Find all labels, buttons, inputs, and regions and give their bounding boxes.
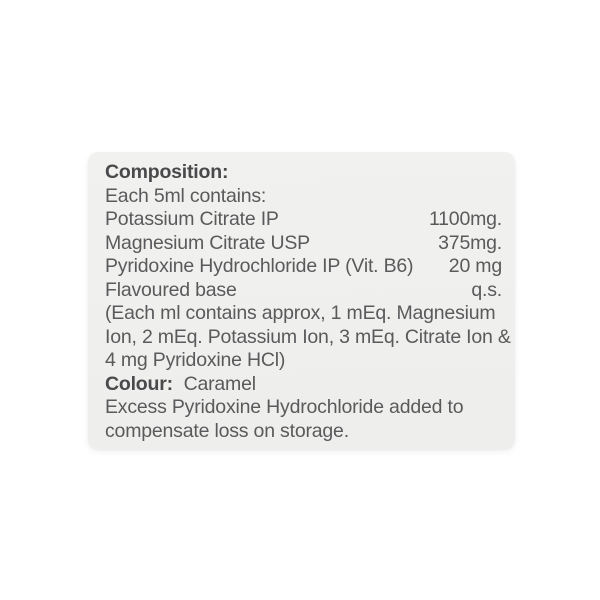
colour-line — [105, 373, 502, 397]
colour-value: Caramel — [183, 372, 256, 395]
composition-label-panel — [88, 152, 515, 449]
ingredient-amount: 20 mg — [448, 255, 502, 277]
ingredient-row — [105, 208, 502, 232]
ingredient-amount: 1100mg. — [428, 208, 502, 230]
ion-equivalents-note-line: (Each ml contains approx, 1 mEq. Magnesium — [105, 302, 496, 324]
colour-label: Colour: — [105, 372, 173, 395]
serving-size-line: Each 5ml contains: — [105, 184, 267, 207]
ingredient-name: Pyridoxine Hydrochloride IP (Vit. B6) — [105, 255, 414, 277]
ion-equivalents-note-line: Ion, 2 mEq. Potassium Ion, 3 mEq. Citrate Ion & — [105, 325, 511, 348]
ingredient-amount: q.s. — [471, 278, 502, 301]
storage-note-line: Excess Pyridoxine Hydrochloride added to — [105, 396, 464, 418]
ingredient-name: Magnesium Citrate USP — [105, 231, 310, 254]
composition-heading: Composition: — [105, 161, 229, 183]
storage-note-line: compensate loss on storage. — [105, 419, 349, 442]
ion-equivalents-note-line: 4 mg Pyridoxine HCl) — [105, 349, 286, 371]
ingredient-name: Potassium Citrate IP — [105, 208, 279, 230]
ingredient-name: Flavoured base — [105, 278, 237, 301]
ingredient-amount: 375mg. — [438, 231, 502, 254]
ingredient-row — [105, 232, 502, 256]
ingredient-row — [105, 279, 502, 303]
ingredient-row — [105, 255, 502, 279]
